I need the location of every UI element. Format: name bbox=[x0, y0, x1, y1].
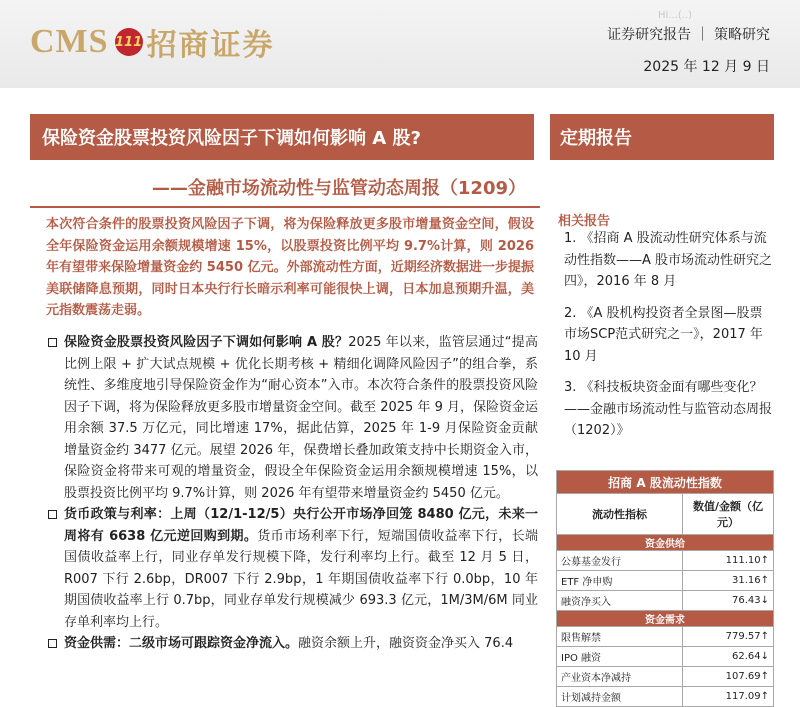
logo-emblem-icon: 111 bbox=[115, 28, 143, 56]
cms-logo bbox=[30, 20, 275, 64]
table-row bbox=[557, 591, 774, 611]
bullet-item bbox=[48, 633, 538, 655]
related-report-link[interactable]: 1. 《招商 A 股流动性研究体系与流动性指数——A 股市场流动性研究之四》，2016 年 8 月 bbox=[564, 231, 773, 289]
row-label: ETF 净申购 bbox=[557, 571, 683, 591]
row-label: 限售解禁 bbox=[557, 627, 683, 647]
table-row bbox=[557, 667, 774, 687]
table-row bbox=[557, 687, 774, 707]
row-label: 产业资本净减持 bbox=[557, 667, 683, 687]
trend-arrow-icon: ↓ bbox=[760, 595, 769, 606]
bullet-body: 货币市场利率下行，短端国债收益率下行，长端国债收益率上行，同业存单发行规模下降，发行利率均上行。截至 12 月 5 日，R007 下行 2.6bp，DR007 下行 2.9bp，1 年期国债收益率下行 0.0bp，10 年期国债收益率上行 0.7bp，同业存单发行规模减少 693.3 亿元，1M/3M/6M 同业存单利率均上行。 bbox=[64, 528, 538, 630]
row-label: 公募基金发行 bbox=[557, 551, 683, 571]
bullet-lead: 资金供需：二级市场可跟踪资金净流入。 bbox=[64, 636, 299, 651]
table-row bbox=[557, 627, 774, 647]
checkbox-bullet-icon bbox=[48, 639, 57, 648]
bullet-list bbox=[48, 332, 538, 655]
row-value: 62.64↓ bbox=[683, 647, 774, 667]
checkbox-bullet-icon bbox=[48, 510, 57, 519]
liquidity-index-table bbox=[556, 470, 774, 707]
report-type: 证券研究报告 ｜ 策略研究 bbox=[607, 27, 770, 43]
report-title: 保险资金股票投资风险因子下调如何影响 A 股? bbox=[30, 114, 534, 160]
section-header: 资金需求 bbox=[557, 611, 774, 627]
col-header-indicator: 流动性指标 bbox=[557, 494, 683, 535]
row-value: 107.69↑ bbox=[683, 667, 774, 687]
trend-arrow-icon: ↓ bbox=[760, 651, 769, 662]
section-header: 资金供给 bbox=[557, 535, 774, 551]
report-date: 2025 年 12 月 9 日 bbox=[643, 59, 770, 75]
table-row bbox=[557, 571, 774, 591]
bullet-item bbox=[48, 504, 538, 633]
bullet-lead: 保险资金股票投资风险因子下调如何影响 A 股？ bbox=[64, 335, 349, 350]
row-label: 计划减持金额 bbox=[557, 687, 683, 707]
report-subtitle: ——金融市场流动性与监管动态周报（1209） bbox=[151, 178, 526, 199]
report-meta bbox=[607, 24, 770, 76]
watermark: Hi...(..) bbox=[658, 10, 692, 21]
table-caption: 招商 A 股流动性指数 bbox=[557, 471, 774, 494]
bullet-body: 2025 年以来，监管层通过“提高比例上限 + 扩大试点规模 + 优化长期考核 + 精细化调降风险因子”的组合拳，系统性、多维度地引导保险资金作为“耐心资本”入市。本次符合条件的股票投资风险因子下调，将为保险释放更多股市增量资金空间。截至 2025 年 9 月，保险资金运用余额 37.5 万亿元，同比增速 17%，据此估算，2025 年 1-9 月保险资金贡献增量资金约 3477 亿元。展望 2026 年，保费增长叠加政策支持中长期资金入市，保险资金将带来可观的增量资金，假设全年保险资金运用余额规模增速 15%，以股票投资比例平均 9.7%计算，则 2026 年有望带来增量资金约 5450 亿元。 bbox=[64, 335, 538, 501]
logo-latin: CMS bbox=[30, 23, 109, 60]
table-row bbox=[557, 551, 774, 571]
trend-arrow-icon: ↑ bbox=[760, 555, 769, 566]
checkbox-bullet-icon bbox=[48, 338, 57, 347]
related-report-link[interactable]: 2. 《A 股机构投资者全景图—股票市场SCP范式研究之一》，2017 年 10 月 bbox=[564, 305, 763, 364]
title-divider bbox=[30, 206, 540, 208]
logo-chinese: 招商证券 bbox=[146, 28, 275, 63]
related-reports-list bbox=[564, 228, 774, 452]
row-value: 31.16↑ bbox=[683, 571, 774, 591]
related-reports-label: 相关报告 bbox=[558, 214, 611, 229]
trend-arrow-icon: ↑ bbox=[760, 631, 769, 642]
bullet-body: 融资余额上升，融资资金净买入 76.4 bbox=[298, 636, 514, 651]
row-value: 76.43↓ bbox=[683, 591, 774, 611]
row-label: IPO 融资 bbox=[557, 647, 683, 667]
row-value: 111.10↑ bbox=[683, 551, 774, 571]
row-value: 117.09↑ bbox=[683, 687, 774, 707]
trend-arrow-icon: ↑ bbox=[760, 691, 769, 702]
table-row bbox=[557, 647, 774, 667]
col-header-value: 数值/金额（亿元） bbox=[683, 494, 774, 535]
bullet-item bbox=[48, 332, 538, 504]
row-value: 779.57↑ bbox=[683, 627, 774, 647]
side-title: 定期报告 bbox=[550, 114, 774, 160]
row-label: 融资净买入 bbox=[557, 591, 683, 611]
trend-arrow-icon: ↑ bbox=[760, 671, 769, 682]
trend-arrow-icon: ↑ bbox=[760, 575, 769, 586]
summary-paragraph: 本次符合条件的股票投资风险因子下调，将为保险释放更多股市增量资金空间，假设全年保险资金运用余额规模增速 15%，以股票投资比例平均 9.7%计算，则 2026 年有望带来保险增量资金约 5450 亿元。外部流动性方面，近期经济数据进一步提振美联储降息预期，同时日本央行行长暗示利率可能很快上调，日本加息预期升温，美元指数震荡走弱。 bbox=[46, 217, 534, 318]
related-report-link[interactable]: 3. 《科技板块资金面有哪些变化？——金融市场流动性与监管动态周报（1202）》 bbox=[564, 380, 773, 438]
bullet-lead: 货币政策与利率：上周（12/1-12/5）央行公开市场净回笼 8480 亿元，未来一周将有 6638 亿元逆回购到期。 bbox=[64, 507, 538, 544]
